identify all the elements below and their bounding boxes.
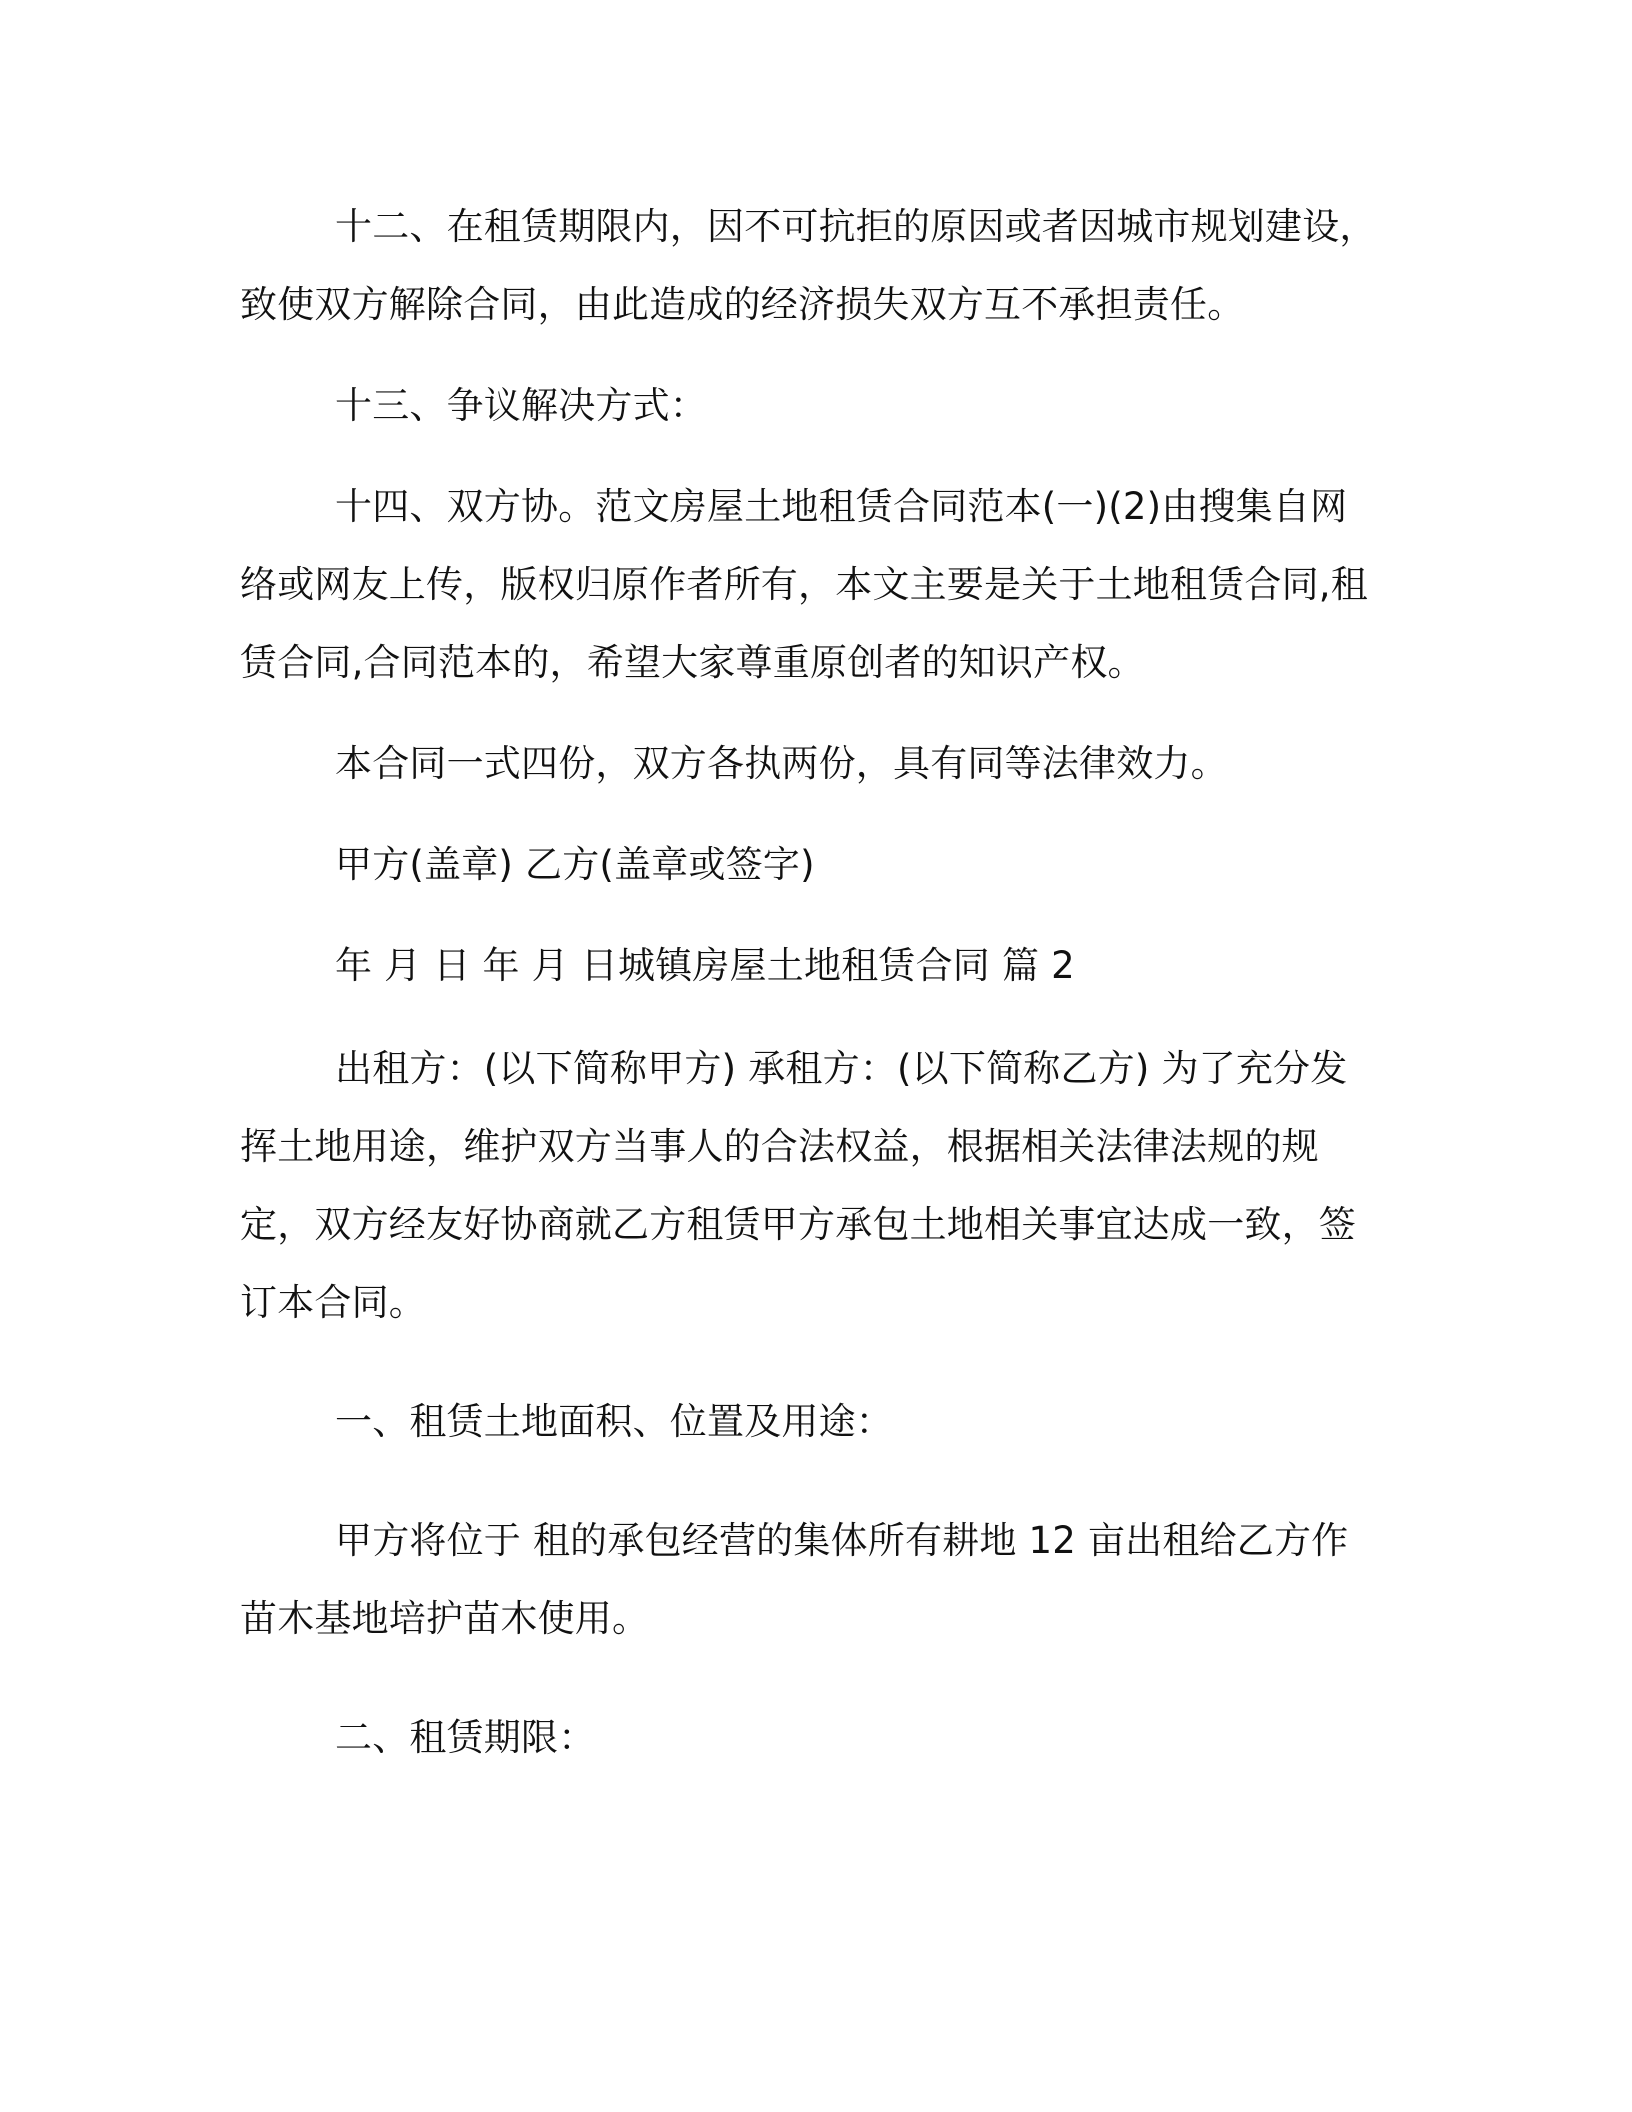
paragraph-clause-14: 十四、双方协。范文房屋土地租赁合同范本(一)(2)由搜集自网络或网友上传，版权归原作者所有，本文主要是关于土地租赁合同,租赁合同,合同范本的，希望大家尊重原创者的知识产权。 [240, 485, 1368, 684]
paragraph-signature: 甲方(盖章) 乙方(盖章或签字) [335, 843, 815, 886]
paragraph-date-title: 年 月 日 年 月 日城镇房屋土地租赁合同 篇 2 [335, 944, 1075, 987]
paragraph-clause-12: 十二、在租赁期限内，因不可抗拒的原因或者因城市规划建设，致使双方解除合同，由此造成的经济损失双方互不承担责任。 [240, 205, 1377, 326]
paragraph-copies: 本合同一式四份，双方各执两份，具有同等法律效力。 [335, 742, 1228, 785]
section-heading-2: 二、租赁期限： [335, 1716, 596, 1759]
paragraph-parties: 出租方：(以下简称甲方) 承租方：(以下简称乙方) 为了充分发挥土地用途，维护双方当事人的合法权益，根据相关法律法规的规定，双方经友好协商就乙方租赁甲方承包土地相关事宜达成一致，签订本合同。 [240, 1047, 1356, 1324]
paragraph-clause-13: 十三、争议解决方式： [335, 384, 707, 427]
paragraph-section-1-body: 甲方将位于 租的承包经营的集体所有耕地 12 亩出租给乙方作苗木基地培护苗木使用。 [240, 1519, 1349, 1640]
section-heading-1: 一、租赁土地面积、位置及用途： [335, 1400, 893, 1443]
document-body [240, 188, 1378, 1777]
